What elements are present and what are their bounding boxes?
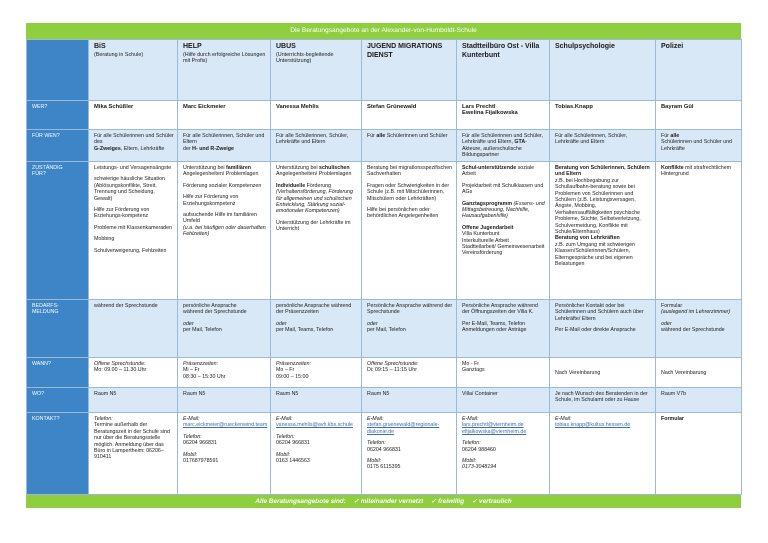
column-header-psy: Schulpsychologie bbox=[550, 40, 656, 101]
cell-wann-psy: Nach Vereinbarung bbox=[550, 358, 656, 388]
cell-wann-jmd: Offene Sprechstunde: Di: 09:15 – 11:15 Uhr bbox=[362, 358, 457, 388]
email-link-ubus[interactable]: vanessa.mehlis@avh.kbs.schule bbox=[276, 422, 353, 429]
row-label-zustaendig: ZUSTÄNDIG FÜR? bbox=[27, 162, 89, 300]
cell-zustaendig-ubus: Unterstützung bei schulischen Angelegenheiten/ Problemlagen Individuelle Förderung (Verhaltensförderung, Förderung für allgemeinen und schulischen Entwicklung, Stärkung sozial-emotionaler Kompetenzen) Unterstützung der Lehrkräfte im Unterricht bbox=[271, 162, 362, 300]
cell-kontakt-ubus: E-Mail: vanessa.mehlis@avh.kbs.schule Telefon: 06204 966831 Mobil: 0163 1446563 bbox=[271, 413, 362, 495]
cell-zustaendig-pol: Konflikte mit strafrechtlichem Hintergrund bbox=[656, 162, 742, 300]
cell-wo-ubus: Raum N5 bbox=[271, 388, 362, 413]
cell-bedarf-bis: während der Sprechstunde bbox=[89, 300, 178, 358]
footer-lead: Alle Beratungsangebote sind: bbox=[255, 498, 346, 505]
row-wann bbox=[27, 358, 742, 388]
cell-wer-help: Marc Eickmeier bbox=[178, 101, 271, 130]
column-header-villa: Stadtteilbüro Ost - Villa Kunterbunt bbox=[457, 40, 550, 101]
sheet-title: Die Beratungsangebote an der Alexander-von-Humboldt-Schule bbox=[26, 23, 741, 39]
row-zustaendig bbox=[27, 162, 742, 300]
cell-wo-pol: Raum V7b bbox=[656, 388, 742, 413]
footer-bar bbox=[26, 495, 741, 508]
cell-bedarf-help: persönliche Ansprache während der Sprechstunde oder per Mail, Telefon bbox=[178, 300, 271, 358]
cell-wann-villa: Mo - Fr Ganztags bbox=[457, 358, 550, 388]
email-link-help[interactable]: marc.eickmeier@rueckenwind.team bbox=[183, 422, 268, 429]
cell-zustaendig-villa: Schul-unterstützende soziale Arbeit Projektarbeit mit Schulklassen und AGs Ganztagsprogramm (Essens- und Mittagsbetreuung, Nachhilfe, Hausaufgabenhilfe) Offene Jugendarbeit Villa Kunterbunt Interkulturelle Arbeit Stadtteilarbeit/ Gemeinwesenarbeit Vereinsförderung bbox=[457, 162, 550, 300]
cell-wo-help: Raum N5 bbox=[178, 388, 271, 413]
column-header-help: HELP (Hilfe durch erfolgreiche Lösungen mit Profis) bbox=[178, 40, 271, 101]
cell-wann-help: Präsenzzeiten: Mi – Fr 08:30 – 15:30 Uhr bbox=[178, 358, 271, 388]
cell-wer-jmd: Stefan Grünewald bbox=[362, 101, 457, 130]
cell-wann-pol: Nach Vereinbarung bbox=[656, 358, 742, 388]
cell-wo-bis: Raum N5 bbox=[89, 388, 178, 413]
row-fuer-wen bbox=[27, 130, 742, 162]
cell-bedarf-villa: Persönliche Ansprache während der Öffnungszeiten der Villa K. Per E-Mail, Teams, Telefon Anmeldungen oder Anträge bbox=[457, 300, 550, 358]
cell-bedarf-psy: Persönlicher Kontakt oder bei Schülerinnen und Schülern auch über Lehrkräfte/ Eltern Per E-Mail oder direkte Ansprache bbox=[550, 300, 656, 358]
row-kontakt bbox=[27, 413, 742, 495]
footer-item-networked: ✓ miteinander vernetzt bbox=[353, 498, 424, 505]
email-link-villa-1[interactable]: lars.prechtl@viernheim.de bbox=[462, 422, 524, 429]
row-bedarf bbox=[27, 300, 742, 358]
cell-fuer-wen-ubus: Für alle Schülerinnen, Schüler, Lehrkräfte und Eltern bbox=[271, 130, 362, 162]
cell-wo-psy: Je nach Wunsch des Beratenden in der Schule, im Schulamt oder zu Hause bbox=[550, 388, 656, 413]
header-row bbox=[27, 40, 742, 101]
cell-kontakt-jmd: E-Mail: stefan.gruenewald@regionale-diakonie.de Telefon: 06204 966831 Mobil: 0175 6115395 bbox=[362, 413, 457, 495]
row-wer bbox=[27, 101, 742, 130]
row-label-bedarf: BEDARFS- MELDUNG bbox=[27, 300, 89, 358]
column-header-pol: Polizei bbox=[656, 40, 742, 101]
footer-item-confidential: ✓ vertraulich bbox=[471, 498, 512, 505]
header-corner bbox=[27, 40, 89, 101]
cell-fuer-wen-psy: Für alle Schülerinnen, Schüler, Lehrkräfte und Eltern bbox=[550, 130, 656, 162]
cell-fuer-wen-pol: Für alle Schülerinnen und Schüler und Lehrkräfte bbox=[656, 130, 742, 162]
email-link-villa-2[interactable]: efijalkowska@viernheim.de bbox=[462, 428, 527, 435]
cell-wo-jmd: Raum N5 bbox=[362, 388, 457, 413]
cell-wer-pol: Bayram Gül bbox=[656, 101, 742, 130]
consulting-overview-sheet bbox=[26, 23, 741, 508]
cell-bedarf-pol: Formular (auslegend im Lehrerzimmer) oder während der Sprechstunde bbox=[656, 300, 742, 358]
cell-zustaendig-jmd: Beratung bei migrationsspezifischen Sachverhalten Fragen oder Schwierigkeiten in der Schule (z.B. mit Mitschülerinnen, Mitschülern oder Lehrkräften) Hilfe bei persönlichen oder behördlichen Angelegenheiten bbox=[362, 162, 457, 300]
cell-kontakt-pol: Formular bbox=[656, 413, 742, 495]
cell-wo-villa: Villa/ Container bbox=[457, 388, 550, 413]
cell-bedarf-jmd: Persönliche Ansprache während der Sprechstunde oder per Mail, Telefon bbox=[362, 300, 457, 358]
cell-wann-bis: Offene Sprechstunde: Mo: 09.00 – 11.30 Uhr bbox=[89, 358, 178, 388]
cell-kontakt-bis: Telefon: Termine außerhalb der Beratungszeit in der Schule sind nur über die Beratungsstelle möglich. Anmeldung über das Büro in Lampertheim: 06206–910411 bbox=[89, 413, 178, 495]
row-label-kontakt: KONTAKT? bbox=[27, 413, 89, 495]
email-link-jmd[interactable]: stefan.gruenewald@regionale-diakonie.de bbox=[367, 422, 440, 435]
email-link-psy[interactable]: tobias.knapp@kultus.hessen.de bbox=[555, 422, 631, 429]
cell-zustaendig-bis: Leistungs- und Versagensängste schwierige häusliche Situation (Ablösungskonflikte, Streit, Trennung und Scheidung, Gewalt) Hilfe zur Förderung von Erziehungs-kompetenz Probleme mit Klassenkameraden Mobbing Schulverweigerung, Fehlzeiten bbox=[89, 162, 178, 300]
cell-kontakt-help: E-Mail: marc.eickmeier@rueckenwind.team Telefon: 06204 966831 Mobil: 017687978591 bbox=[178, 413, 271, 495]
cell-kontakt-villa: E-Mail: lars.prechtl@viernheim.de efijalkowska@viernheim.de Telefon: 06204 988460 Mobil: 0173-3048194 bbox=[457, 413, 550, 495]
column-header-jmd: JUGEND MIGRATIONS DIENST bbox=[362, 40, 457, 101]
row-label-fuer-wen: FÜR WEN? bbox=[27, 130, 89, 162]
row-label-wo: WO? bbox=[27, 388, 89, 413]
row-label-wann: WANN? bbox=[27, 358, 89, 388]
cell-kontakt-psy: E-Mail: tobias.knapp@kultus.hessen.de bbox=[550, 413, 656, 495]
cell-fuer-wen-villa: Für alle Schülerinnen und Schüler, Lehrkräfte und Eltern, GTA-Akteure, außerschulische Bildungspartner bbox=[457, 130, 550, 162]
cell-wer-bis: Mika Schüßler bbox=[89, 101, 178, 130]
cell-zustaendig-psy: Beratung von Schülerinnen, Schülern und Eltern z.B. bei Hochbegabung zur Schullaufbahn-beratung sowie bei Problemen von Schülerinnen und Schülern (z.B. Leistungsversagen, Ängste, Mobbing, Verhaltensauffälligkeiten psychische Probleme, Süchte, Selbstverletzung, Schulvermeidung, Konflikte mit Schule/Elternhaus) Beratung von Lehrkräften z.B. zum Umgang mit schwierigen Klassen/Schülerinnen/Schülern, Elterngespräche und bei eigenen Belastungen bbox=[550, 162, 656, 300]
cell-wer-villa: Lars Prechtl Ewelina Fijalkowska bbox=[457, 101, 550, 130]
cell-wann-ubus: Präsenzzeiten: Mo – Fr 09:00 – 15:00 bbox=[271, 358, 362, 388]
cell-fuer-wen-help: Für alle Schülerinnen, Schüler und Eltern der H- und R-Zweige bbox=[178, 130, 271, 162]
cell-bedarf-ubus: persönliche Ansprache während der Präsenzzeiten oder per Mail, Teams, Telefon bbox=[271, 300, 362, 358]
footer-item-voluntary: ✓ freiwillig bbox=[431, 498, 465, 505]
consulting-table bbox=[26, 39, 742, 495]
cell-wer-psy: Tobias.Knapp bbox=[550, 101, 656, 130]
column-header-bis: BiS (Beratung in Schule) bbox=[89, 40, 178, 101]
row-label-wer: WER? bbox=[27, 101, 89, 130]
column-header-ubus: UBUS (Unterrichts-begleitende Unterstützung) bbox=[271, 40, 362, 101]
cell-wer-ubus: Vanessa Mehlis bbox=[271, 101, 362, 130]
cell-zustaendig-help: Unterstützung bei familiären Angelegenheiten/ Problemlagen Förderung sozialer Kompetenzen Hilfe zur Förderung von Erziehungskompetenz aufsuchende Hilfe im familiären Umfeld (u.a. bei häufigen oder dauerhaften Fehlzeiten) bbox=[178, 162, 271, 300]
cell-fuer-wen-bis: Für alle Schülerinnen und Schüler des G-Zweiges, Eltern, Lehrkräfte bbox=[89, 130, 178, 162]
cell-fuer-wen-jmd: Für alle Schülerinnen und Schüler bbox=[362, 130, 457, 162]
row-wo bbox=[27, 388, 742, 413]
